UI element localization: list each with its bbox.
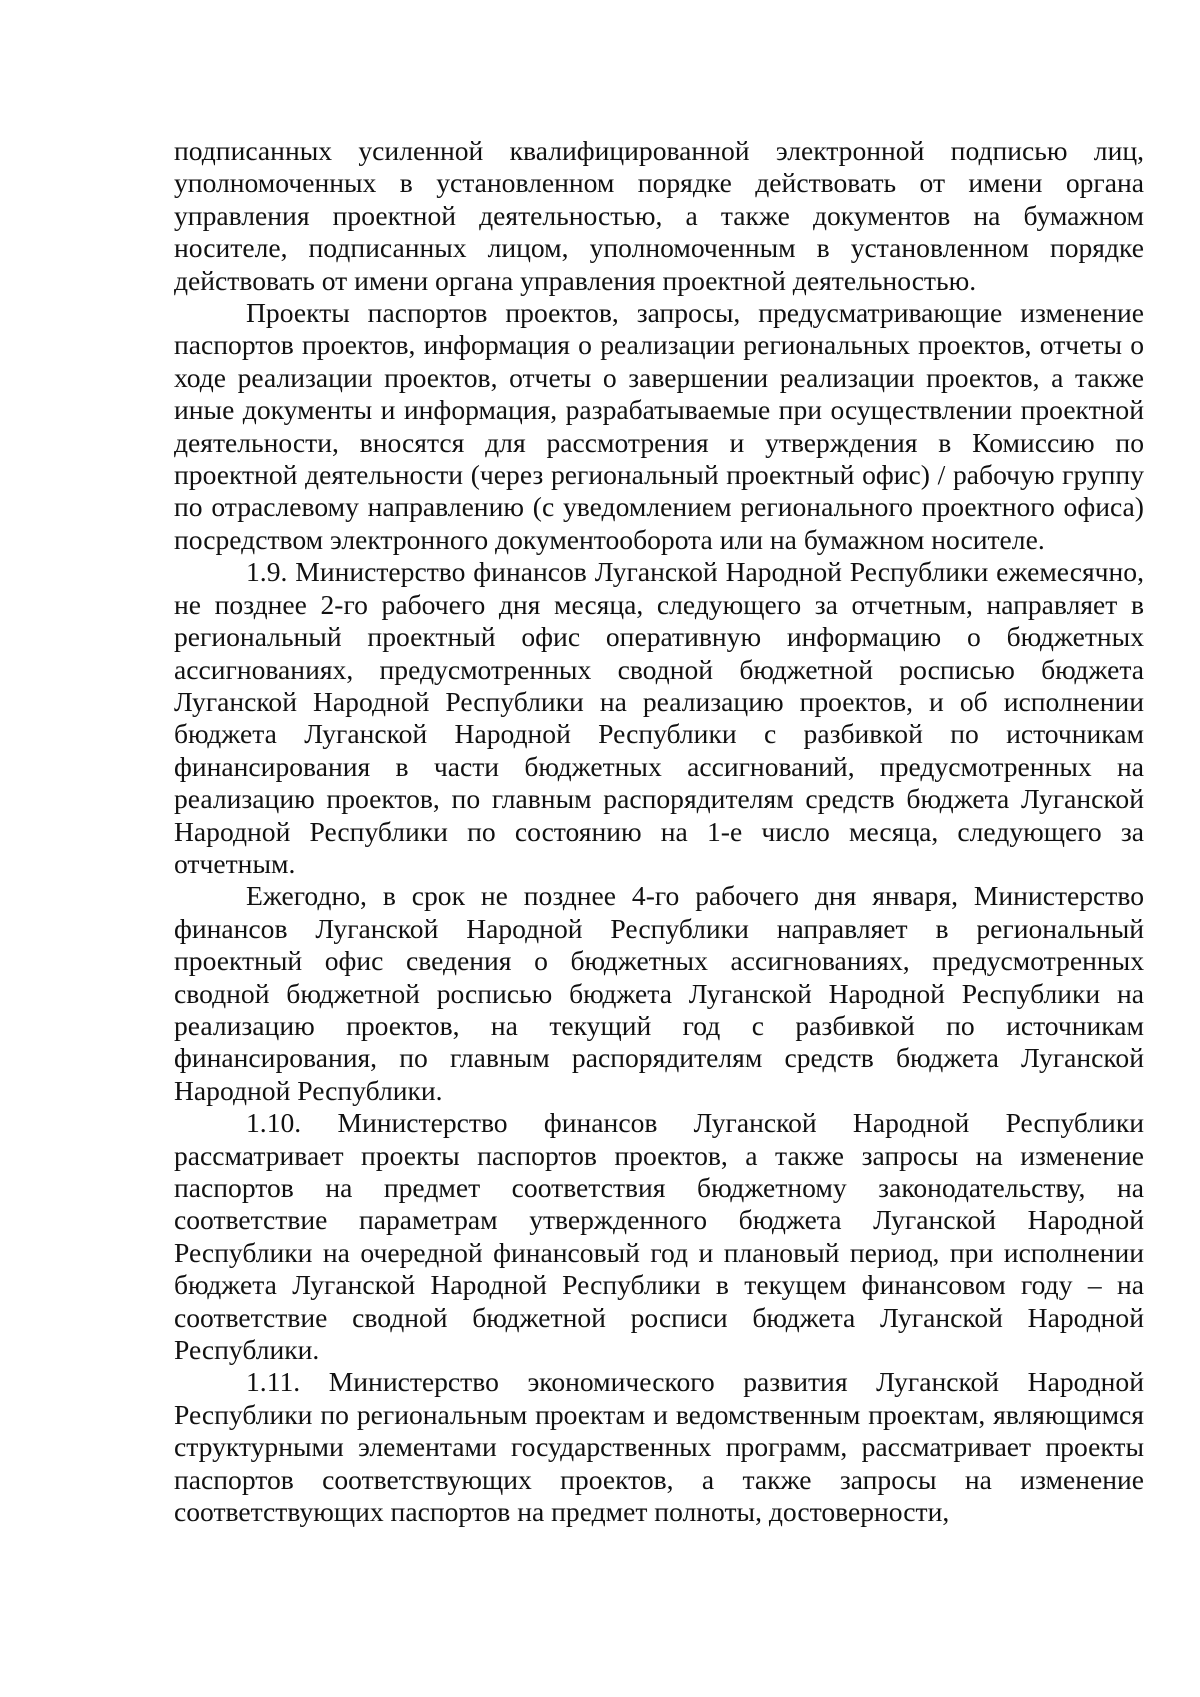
document-body xyxy=(174,135,1144,1528)
paragraph-signatures: подписанных усиленной квалифицированной электронной подписью лиц, уполномоченных в установленном порядке действовать от имени органа управления проектной деятельностью, а также документов на бумажном носителе, подписанных лицом, уполномоченным в установленном порядке действовать от имени органа управления проектной деятельностью. xyxy=(174,135,1144,296)
paragraph-1-11: 1.11. Министерство экономического развития Луганской Народной Республики по региональным проектам и ведомственным проектам, являющимся структурными элементами государственных программ, рассматривает проекты паспортов соответствующих проектов, а также запросы на изменение соответствующих паспортов на предмет полноты, достоверности, xyxy=(174,1366,1144,1528)
paragraph-annual-report: Ежегодно, в срок не позднее 4-го рабочего дня января, Министерство финансов Луганской Народной Республики направляет в региональный проектный офис сведения о бюджетных ассигнованиях, предусмотренных сводной бюджетной росписью бюджета Луганской Народной Республики на реализацию проектов, на текущий год с разбивкой по источникам финансирования, по главным распорядителям средств бюджета Луганской Народной Республики. xyxy=(174,880,1144,1106)
paragraph-project-documents: Проекты паспортов проектов, запросы, предусматривающие изменение паспортов проектов, информация о реализации региональных проектов, отчеты о ходе реализации проектов, отчеты о завершении реализации проектов, а также иные документы и информация, разрабатываемые при осуществлении проектной деятельности, вносятся для рассмотрения и утверждения в Комиссию по проектной деятельности (через региональный проектный офис) / рабочую группу по отраслевому направлению (с уведомлением регионального проектного офиса) посредством электронного документооборота или на бумажном носителе. xyxy=(174,297,1144,555)
paragraph-1-9: 1.9. Министерство финансов Луганской Народной Республики ежемесячно, не позднее 2-го рабочего дня месяца, следующего за отчетным, направляет в региональный проектный офис оперативную информацию о бюджетных ассигнованиях, предусмотренных сводной бюджетной росписью бюджета Луганской Народной Республики на реализацию проектов, и об исполнении бюджета Луганской Народной Республики с разбивкой по источникам финансирования в части бюджетных ассигнований, предусмотренных на реализацию проектов, по главным распорядителям средств бюджета Луганской Народной Республики по состоянию на 1-е число месяца, следующего за отчетным. xyxy=(174,556,1144,879)
paragraph-1-10: 1.10. Министерство финансов Луганской Народной Республики рассматривает проекты паспортов проектов, а также запросы на изменение паспортов на предмет соответствия бюджетному законодательству, на соответствие параметрам утвержденного бюджета Луганской Народной Республики на очередной финансовый год и плановый период, при исполнении бюджета Луганской Народной Республики в текущем финансовом году – на соответствие сводной бюджетной росписи бюджета Луганской Народной Республики. xyxy=(174,1107,1144,1366)
